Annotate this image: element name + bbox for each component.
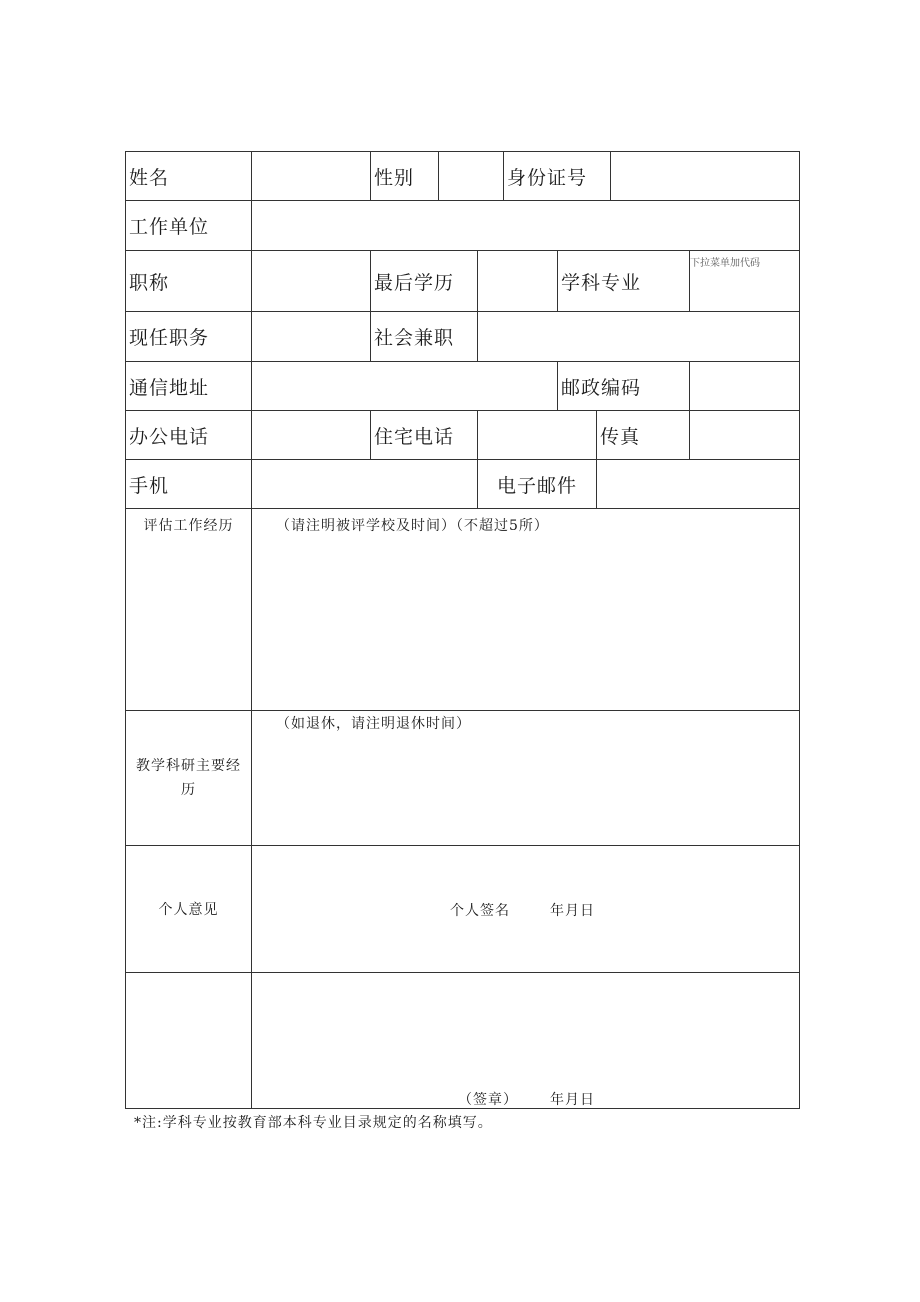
label-office-phone: 办公电话 xyxy=(126,411,252,460)
label-seal-empty xyxy=(126,973,252,1108)
label-email: 电子邮件 xyxy=(478,460,597,509)
label-education: 最后学历 xyxy=(371,251,478,312)
field-name[interactable] xyxy=(252,152,371,201)
footnote: *注:学科专业按教育部本科专业目录规定的名称填写。 xyxy=(134,1115,493,1131)
field-work-unit[interactable] xyxy=(252,201,799,251)
field-office-phone[interactable] xyxy=(252,411,371,460)
seal-label: （签章） xyxy=(458,1092,518,1108)
major-dropdown-hint: 下拉菜单加代码 xyxy=(690,258,760,269)
label-postal-code: 邮政编码 xyxy=(558,362,690,411)
field-social-position[interactable] xyxy=(478,312,799,362)
teaching-research-hint: （如退休，请注明退休时间） xyxy=(276,716,471,732)
field-teaching-research[interactable] xyxy=(252,711,799,846)
application-form xyxy=(125,151,800,1109)
field-title[interactable] xyxy=(252,251,371,312)
eval-experience-hint: （请注明被评学校及时间）（不超过5所） xyxy=(276,518,549,534)
field-id-number[interactable] xyxy=(611,152,799,201)
personal-signature-date: 年月日 xyxy=(550,903,595,919)
field-eval-experience[interactable] xyxy=(252,509,799,711)
label-eval-experience: 评估工作经历 xyxy=(126,509,252,711)
field-home-phone[interactable] xyxy=(478,411,597,460)
seal-date: 年月日 xyxy=(550,1092,595,1108)
label-gender: 性别 xyxy=(371,152,439,201)
field-seal[interactable] xyxy=(252,973,799,1108)
field-gender[interactable] xyxy=(439,152,504,201)
field-education[interactable] xyxy=(478,251,558,312)
label-name: 姓名 xyxy=(126,152,252,201)
field-personal-opinion[interactable] xyxy=(252,846,799,973)
label-social-position: 社会兼职 xyxy=(371,312,478,362)
field-fax[interactable] xyxy=(690,411,799,460)
label-work-unit: 工作单位 xyxy=(126,201,252,251)
label-mobile: 手机 xyxy=(126,460,252,509)
label-id-number: 身份证号 xyxy=(504,152,611,201)
label-major: 学科专业 xyxy=(558,251,690,312)
field-mobile[interactable] xyxy=(252,460,478,509)
personal-signature-label: 个人签名 xyxy=(450,903,510,919)
label-teaching-research xyxy=(126,711,252,846)
field-major-dropdown[interactable] xyxy=(690,251,799,312)
label-home-phone: 住宅电话 xyxy=(371,411,478,460)
field-current-position[interactable] xyxy=(252,312,371,362)
field-address[interactable] xyxy=(252,362,558,411)
field-postal-code[interactable] xyxy=(690,362,799,411)
label-title: 职称 xyxy=(126,251,252,312)
label-fax: 传真 xyxy=(597,411,690,460)
label-address: 通信地址 xyxy=(126,362,252,411)
teaching-research-label-text: 教学科研主要经历 xyxy=(136,758,241,798)
label-personal-opinion: 个人意见 xyxy=(126,846,252,973)
field-email[interactable] xyxy=(597,460,799,509)
label-current-position: 现任职务 xyxy=(126,312,252,362)
